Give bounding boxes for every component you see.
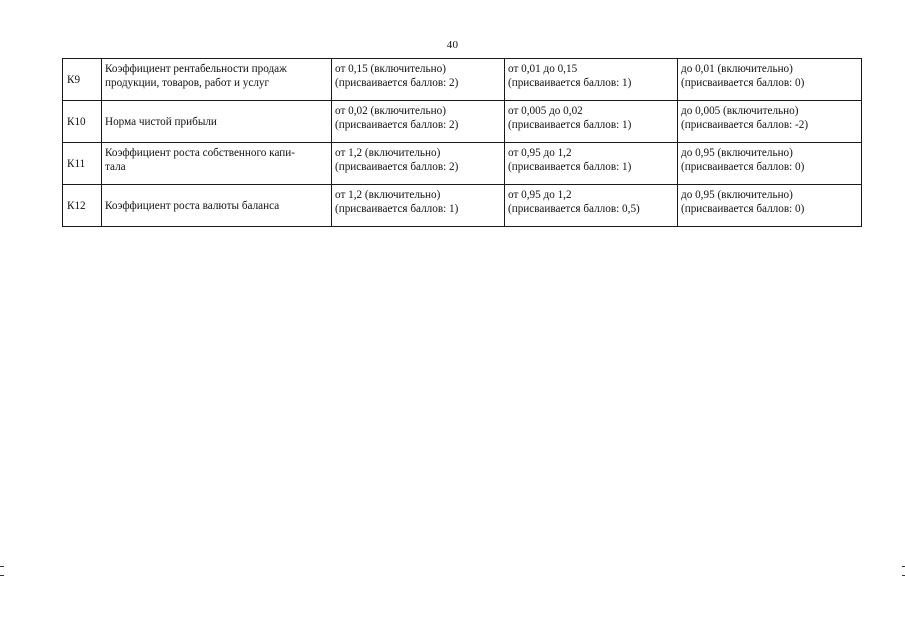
range-line: до 0,01 (включительно) (681, 63, 793, 75)
indicator-name-line: продукции, товаров, работ и услуг (105, 77, 270, 89)
points-line: (присваивается баллов: 0) (681, 161, 805, 173)
range-line: до 0,95 (включительно) (681, 189, 793, 201)
indicator-name-line: тала (105, 161, 126, 173)
range-line: от 0,005 до 0,02 (508, 105, 583, 117)
points-line: (присваивается баллов: 1) (508, 119, 632, 131)
low-score-range (678, 143, 862, 185)
points-line: (присваивается баллов: 2) (335, 161, 459, 173)
points-line: (присваивается баллов: -2) (681, 119, 809, 131)
indicator-name (102, 101, 332, 143)
table-row (63, 59, 862, 101)
points-line: (присваивается баллов: 2) (335, 77, 459, 89)
criteria-table (62, 58, 862, 227)
indicator-name-line: Коэффициент рентабельности продаж (105, 63, 287, 75)
indicator-name (102, 185, 332, 227)
range-line: до 0,005 (включительно) (681, 105, 799, 117)
table-row (63, 143, 862, 185)
points-line: (присваивается баллов: 0) (681, 77, 805, 89)
low-score-range (678, 101, 862, 143)
indicator-name-line: Коэффициент роста валюты баланса (105, 200, 280, 212)
indicator-code: К9 (63, 59, 102, 101)
indicator-name (102, 143, 332, 185)
low-score-range (678, 185, 862, 227)
high-score-range (332, 59, 505, 101)
points-line: (присваивается баллов: 0) (681, 203, 805, 215)
range-line: от 0,02 (включительно) (335, 105, 446, 117)
low-score-range (678, 59, 862, 101)
points-line: (присваивается баллов: 1) (508, 77, 632, 89)
indicator-name-line: Норма чистой прибыли (105, 116, 217, 128)
points-line: (присваивается баллов: 1) (335, 203, 459, 215)
points-line: (присваивается баллов: 1) (508, 161, 632, 173)
mid-score-range (505, 143, 678, 185)
indicator-name-line: Коэффициент роста собственного капи- (105, 147, 295, 159)
scan-edge-mark (0, 566, 4, 576)
range-line: от 0,01 до 0,15 (508, 63, 578, 75)
range-line: от 0,15 (включительно) (335, 63, 446, 75)
indicator-code: К11 (63, 143, 102, 185)
range-line: от 1,2 (включительно) (335, 189, 441, 201)
page-number: 40 (446, 39, 459, 51)
mid-score-range (505, 59, 678, 101)
points-line: (присваивается баллов: 0,5) (508, 203, 640, 215)
range-line: от 1,2 (включительно) (335, 147, 441, 159)
high-score-range (332, 185, 505, 227)
mid-score-range (505, 101, 678, 143)
indicator-code: К12 (63, 185, 102, 227)
table-row (63, 101, 862, 143)
indicator-code: К10 (63, 101, 102, 143)
range-line: до 0,95 (включительно) (681, 147, 793, 159)
indicator-name (102, 59, 332, 101)
high-score-range (332, 143, 505, 185)
range-line: от 0,95 до 1,2 (508, 189, 572, 201)
table-row (63, 185, 862, 227)
high-score-range (332, 101, 505, 143)
range-line: от 0,95 до 1,2 (508, 147, 572, 159)
mid-score-range (505, 185, 678, 227)
points-line: (присваивается баллов: 2) (335, 119, 459, 131)
